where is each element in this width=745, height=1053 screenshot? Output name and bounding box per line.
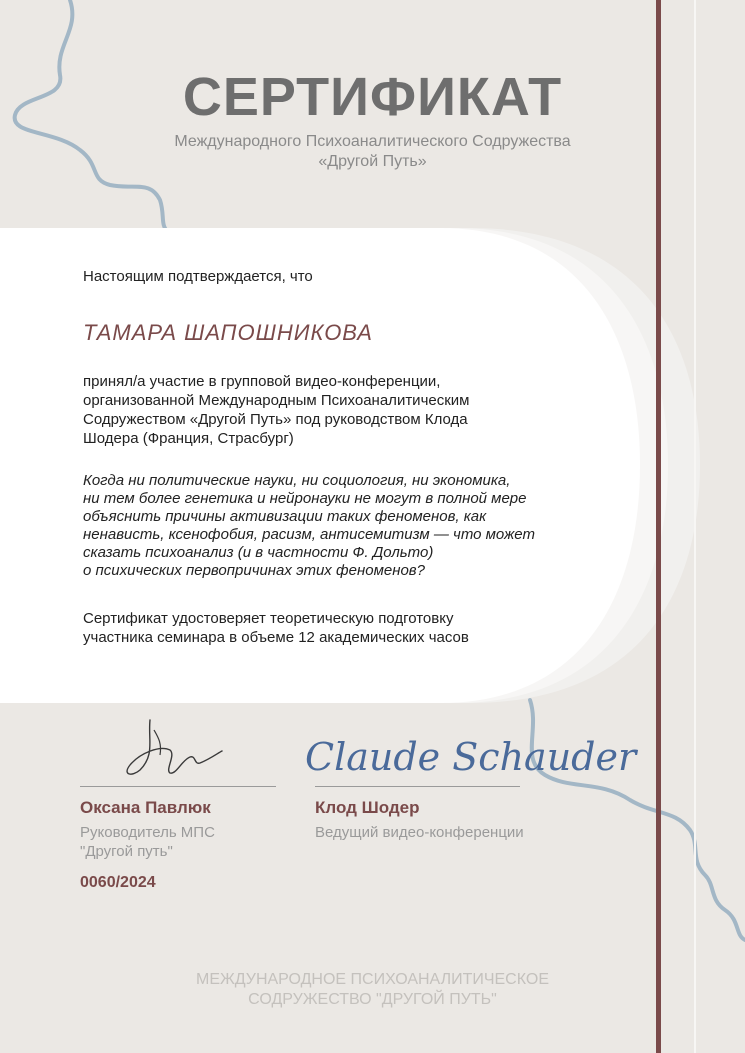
body-line: принял/а участие в групповой видео-конференции,	[83, 373, 441, 390]
signature-schauder	[300, 715, 637, 790]
signer1-name: Оксана Павлюк	[80, 798, 211, 817]
signer1-role-line: "Другой путь"	[80, 843, 173, 860]
signature-line-1	[80, 786, 276, 787]
signer1-role-line: Руководитель МПС	[80, 824, 215, 841]
signer1-role	[80, 823, 215, 861]
confirm-text: Настоящим подтверждается, что	[83, 268, 313, 285]
hours-line: участника семинара в объеме 12 академических часов	[83, 629, 469, 646]
quote-line: ни тем более генетика и нейронауки не могут в полной мере	[83, 490, 527, 507]
signer2-role	[315, 823, 524, 842]
certificate-number: 0060/2024	[80, 874, 156, 891]
certificate-subtitle	[0, 132, 745, 172]
participation-text	[83, 372, 603, 448]
subtitle-line: Международного Психоаналитического Содружества	[174, 133, 571, 150]
signature-pavlyuk	[110, 715, 230, 785]
subtitle-line: «Другой Путь»	[318, 153, 427, 170]
footer-line: МЕЖДУНАРОДНОЕ ПСИХОАНАЛИТИЧЕСКОЕ	[195, 971, 549, 988]
quote-line: о психических первопричинах этих феноменов?	[83, 562, 425, 579]
recipient-name: ТАМАРА ШАПОШНИКОВА	[83, 320, 373, 345]
certificate-title: СЕРТИФИКАТ	[182, 67, 563, 127]
body-line: Шодера (Франция, Страсбург)	[83, 430, 294, 447]
signature-line-2	[315, 786, 520, 787]
body-line: Содружеством «Другой Путь» под руководством Клода	[83, 411, 468, 428]
hours-text	[83, 609, 603, 647]
footer-line: СОДРУЖЕСТВО "ДРУГОЙ ПУТЬ"	[248, 991, 497, 1008]
quote-text	[83, 472, 603, 580]
signer2-name: Клод Шодер	[315, 798, 420, 817]
body-line: организованной Международным Психоаналитическим	[83, 392, 470, 409]
hours-line: Сертификат удостоверяет теоретическую подготовку	[83, 610, 454, 627]
quote-line: сказать психоанализ (и в частности Ф. Дольто)	[83, 544, 434, 561]
signer2-role-line: Ведущий видео-конференции	[315, 824, 524, 841]
quote-line: ненависть, ксенофобия, расизм, антисемитизм — что может	[83, 526, 535, 543]
quote-line: объяснить причины активизации таких феноменов, как	[83, 508, 487, 525]
footer-text	[0, 970, 745, 1010]
signature-schauder-text: Claude Schauder	[305, 735, 637, 779]
quote-line: Когда ни политические науки, ни социология, ни экономика,	[83, 472, 511, 489]
